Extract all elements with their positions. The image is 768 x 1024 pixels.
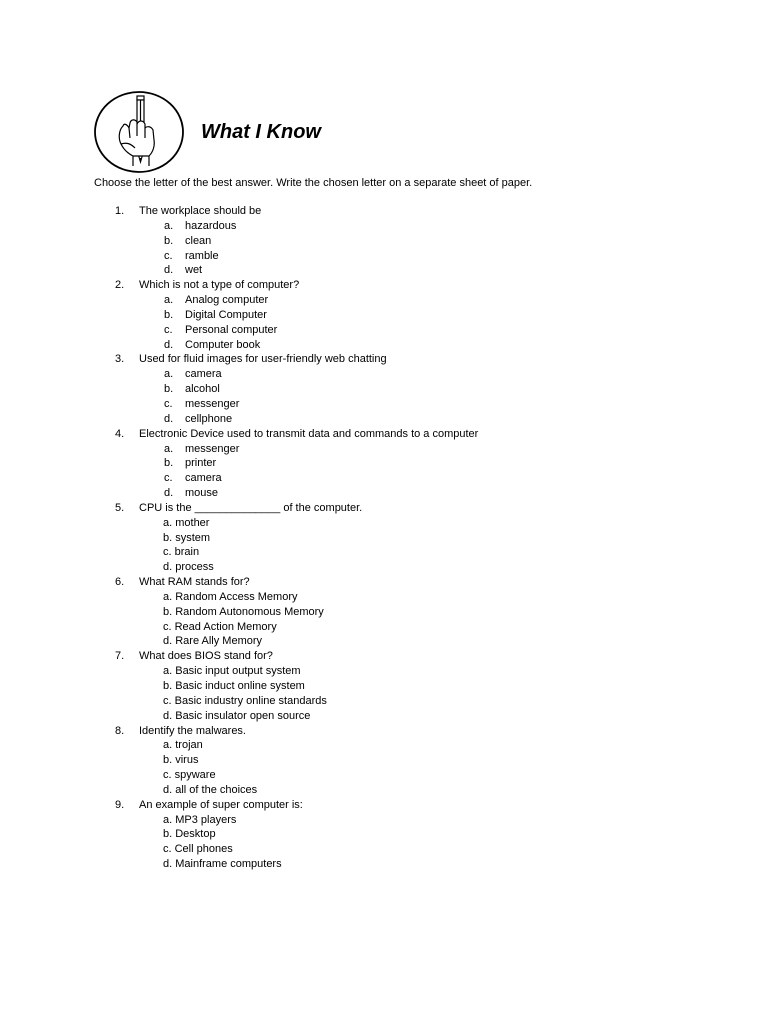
- answer-option: [0, 857, 768, 872]
- answer-option-letter: b.: [164, 308, 174, 321]
- answer-option: [0, 412, 768, 427]
- answer-option-text: c. spyware: [163, 769, 216, 782]
- answer-option-text: messenger: [185, 442, 240, 455]
- answer-option-text: a. MP3 players: [163, 813, 237, 826]
- answer-option: [0, 709, 768, 724]
- answer-option-letter: b.: [164, 234, 174, 247]
- answer-option: [0, 590, 768, 605]
- answer-option-text: b. Desktop: [163, 828, 216, 841]
- answer-option-text: d. Rare Ally Memory: [163, 635, 263, 648]
- page-title: What I Know: [201, 121, 321, 143]
- answer-option: [0, 382, 768, 397]
- answer-option: [0, 219, 768, 234]
- answer-option: [0, 664, 768, 679]
- answer-option-text: d. Basic insulator open source: [163, 709, 311, 722]
- answer-option: [0, 516, 768, 531]
- answer-option: [0, 531, 768, 546]
- answer-option-text: Analog computer: [185, 294, 269, 307]
- question-text: What RAM stands for?: [139, 576, 250, 589]
- answer-option-text: d. Mainframe computers: [163, 858, 282, 871]
- answer-option: [0, 813, 768, 828]
- answer-option-text: Personal computer: [185, 323, 278, 336]
- answer-option-text: printer: [185, 457, 217, 470]
- answer-option-text: c. Basic industry online standards: [163, 694, 327, 707]
- answer-option-letter: d.: [164, 264, 174, 277]
- answer-option-letter: c.: [164, 397, 173, 410]
- question-item: [0, 798, 768, 813]
- question-item: [0, 575, 768, 590]
- answer-option-letter: c.: [164, 323, 173, 336]
- answer-option-text: d. all of the choices: [163, 783, 258, 796]
- answer-option-letter: c.: [164, 249, 173, 262]
- answer-option: [0, 263, 768, 278]
- answer-option: [0, 486, 768, 501]
- answer-option-letter: d.: [164, 338, 174, 351]
- answer-option-text: wet: [185, 264, 203, 277]
- answer-option-text: c. brain: [163, 546, 200, 559]
- answer-option-text: b. Random Autonomous Memory: [163, 605, 324, 618]
- answer-option: [0, 323, 768, 338]
- answer-option: [0, 442, 768, 457]
- question-text: Which is not a type of computer?: [139, 279, 300, 292]
- answer-option-letter: d.: [164, 412, 174, 425]
- answer-option-text: messenger: [185, 397, 240, 410]
- answer-option-text: hazardous: [185, 219, 237, 232]
- answer-option-text: camera: [185, 472, 222, 485]
- question-number: 7.: [115, 650, 125, 663]
- answer-option-letter: a.: [164, 368, 174, 381]
- answer-option-text: ramble: [185, 249, 219, 262]
- answer-option: [0, 338, 768, 353]
- question-number: 1.: [115, 205, 125, 217]
- answer-option-text: a. Random Access Memory: [163, 590, 298, 603]
- question-item: [0, 501, 768, 516]
- answer-option-letter: b.: [164, 383, 174, 396]
- answer-option-text: b. Basic induct online system: [163, 680, 305, 692]
- question-number: 4.: [115, 427, 125, 440]
- question-number: 5.: [115, 501, 125, 514]
- answer-option: [0, 768, 768, 783]
- answer-option: [0, 293, 768, 308]
- answer-option-text: b. virus: [163, 754, 199, 767]
- question-number: 9.: [115, 798, 125, 811]
- question-number: 8.: [115, 724, 125, 737]
- answer-option-text: a. mother: [163, 516, 210, 529]
- answer-option: [0, 234, 768, 249]
- answer-option-text: mouse: [185, 487, 219, 500]
- question-text: Used for fluid images for user-friendly web chatting: [139, 353, 387, 366]
- question-text: CPU is the ______________ of the computer.: [139, 501, 363, 514]
- answer-option: [0, 545, 768, 560]
- question-number: 3.: [115, 353, 125, 366]
- question-item: [0, 352, 768, 367]
- answer-option-text: a. trojan: [163, 739, 203, 752]
- answer-option-letter: a.: [164, 294, 174, 307]
- answer-option: [0, 634, 768, 649]
- answer-option: [0, 827, 768, 842]
- answer-option-text: clean: [185, 234, 212, 247]
- answer-option-text: camera: [185, 368, 222, 381]
- answer-option-letter: a.: [164, 219, 174, 232]
- question-item: [0, 649, 768, 664]
- answer-option-letter: d.: [164, 487, 174, 500]
- answer-option-text: d. process: [163, 561, 214, 574]
- answer-option-text: c. Cell phones: [163, 843, 233, 856]
- question-number: 2.: [115, 279, 125, 292]
- answer-option: [0, 471, 768, 486]
- answer-option: [0, 605, 768, 620]
- hand-holding-pencil-icon: [93, 90, 185, 174]
- question-item: [0, 204, 768, 219]
- answer-option: [0, 679, 768, 694]
- question-item: [0, 724, 768, 739]
- question-list: [0, 204, 768, 872]
- instructions-text: Choose the letter of the best answer. Write the chosen letter on a separate sheet of paper.: [94, 177, 533, 189]
- answer-option: [0, 308, 768, 323]
- answer-option-text: Computer book: [185, 338, 261, 351]
- answer-option: [0, 620, 768, 635]
- answer-option-text: Digital Computer: [185, 308, 267, 321]
- answer-option-text: b. system: [163, 531, 211, 544]
- answer-option-text: a. Basic input output system: [163, 665, 301, 678]
- question-text: An example of super computer is:: [139, 798, 303, 811]
- answer-option-text: alcohol: [185, 383, 220, 396]
- question-text: The workplace should be: [139, 205, 262, 217]
- answer-option: [0, 783, 768, 798]
- question-number: 6.: [115, 576, 125, 589]
- answer-option: [0, 367, 768, 382]
- question-item: [0, 278, 768, 293]
- answer-option: [0, 456, 768, 471]
- answer-option: [0, 249, 768, 264]
- answer-option: [0, 560, 768, 575]
- answer-option: [0, 842, 768, 857]
- answer-option-letter: a.: [164, 442, 174, 455]
- answer-option-text: c. Read Action Memory: [163, 620, 277, 633]
- answer-option: [0, 694, 768, 709]
- answer-option-text: cellphone: [185, 412, 233, 425]
- question-text: What does BIOS stand for?: [139, 650, 273, 663]
- answer-option: [0, 738, 768, 753]
- answer-option: [0, 397, 768, 412]
- answer-option: [0, 753, 768, 768]
- answer-option-letter: b.: [164, 457, 174, 470]
- question-text: Identify the malwares.: [139, 724, 246, 737]
- answer-option-letter: c.: [164, 472, 173, 485]
- question-text: Electronic Device used to transmit data and commands to a computer: [139, 427, 479, 440]
- question-item: [0, 427, 768, 442]
